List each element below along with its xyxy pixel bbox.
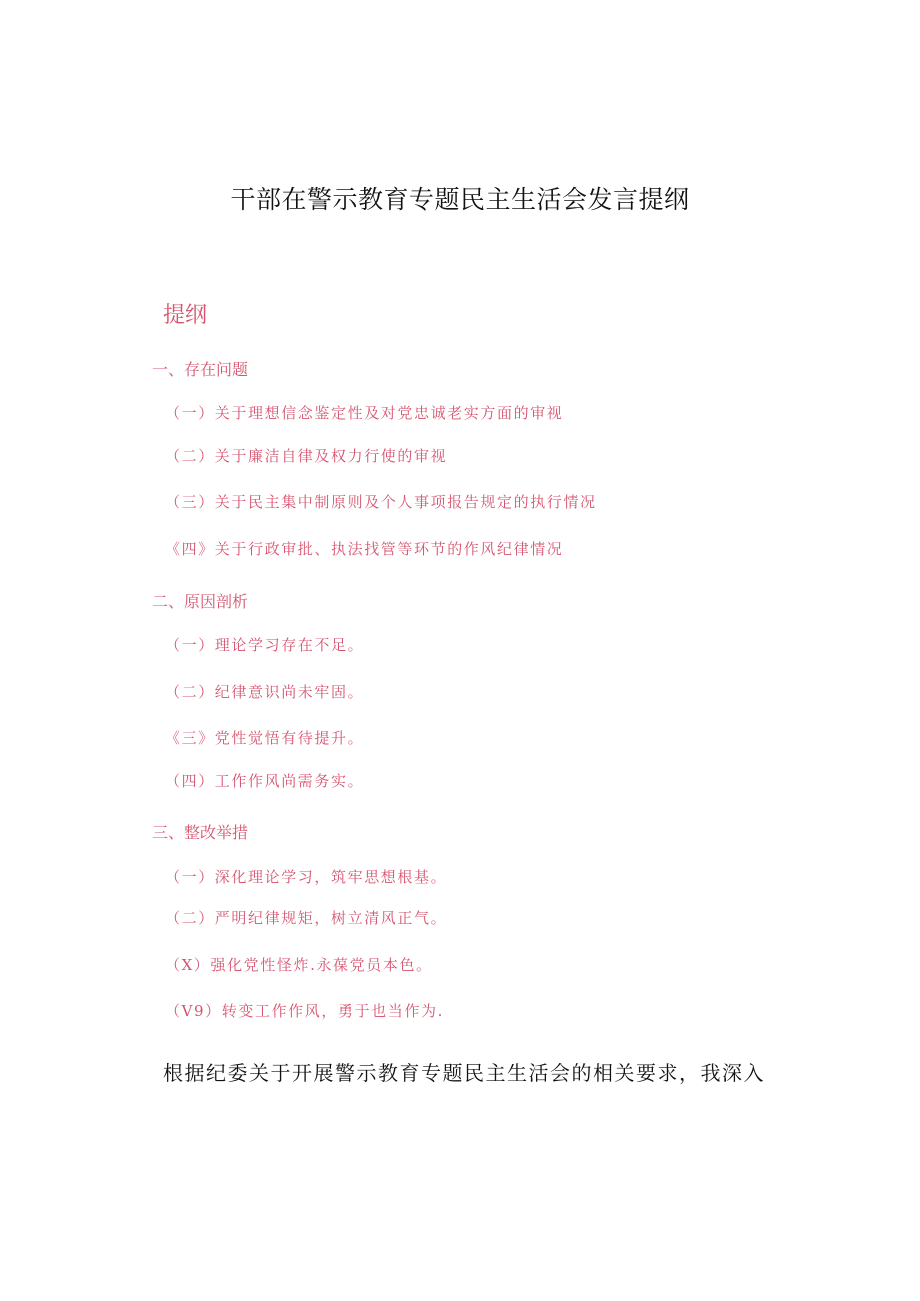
section-item: （一）关于理想信念鉴定性及对党忠诚老实方面的审视: [165, 404, 564, 422]
section-heading-problems: 一、存在问题: [152, 360, 249, 379]
section-item: 《三》党性觉悟有待提升。: [165, 729, 365, 747]
section-item: （三）关于民主集中制原则及个人事项报告规定的执行情况: [165, 493, 597, 511]
section-item: （二）严明纪律规矩，树立清风正气。: [165, 909, 448, 927]
section-item: （一）深化理论学习，筑牢思想根基。: [165, 868, 448, 886]
section-item: （二）纪律意识尚未牢固。: [165, 683, 365, 701]
section-heading-causes: 二、原因剖析: [152, 592, 249, 611]
document-title: 干部在警示教育专题民主生活会发言提纲: [230, 185, 690, 214]
section-item: 《四》关于行政审批、执法找管等环节的作风纪律情况: [165, 540, 564, 558]
body-paragraph: 根据纪委关于开展警示教育专题民主生活会的相关要求，我深入: [163, 1061, 765, 1085]
outline-heading: 提纲: [163, 303, 208, 328]
section-item: （二）关于廉洁自律及权力行使的审视: [165, 447, 448, 465]
section-item: （一）理论学习存在不足。: [165, 636, 365, 654]
section-item: （四）工作作风尚需务实。: [165, 772, 365, 790]
section-item: （X）强化党性怪炸.永葆党员本色。: [165, 956, 433, 974]
section-heading-measures: 三、整改举措: [152, 823, 249, 842]
section-item: （V9）转变工作作风，勇于也当作为.: [165, 1002, 444, 1020]
